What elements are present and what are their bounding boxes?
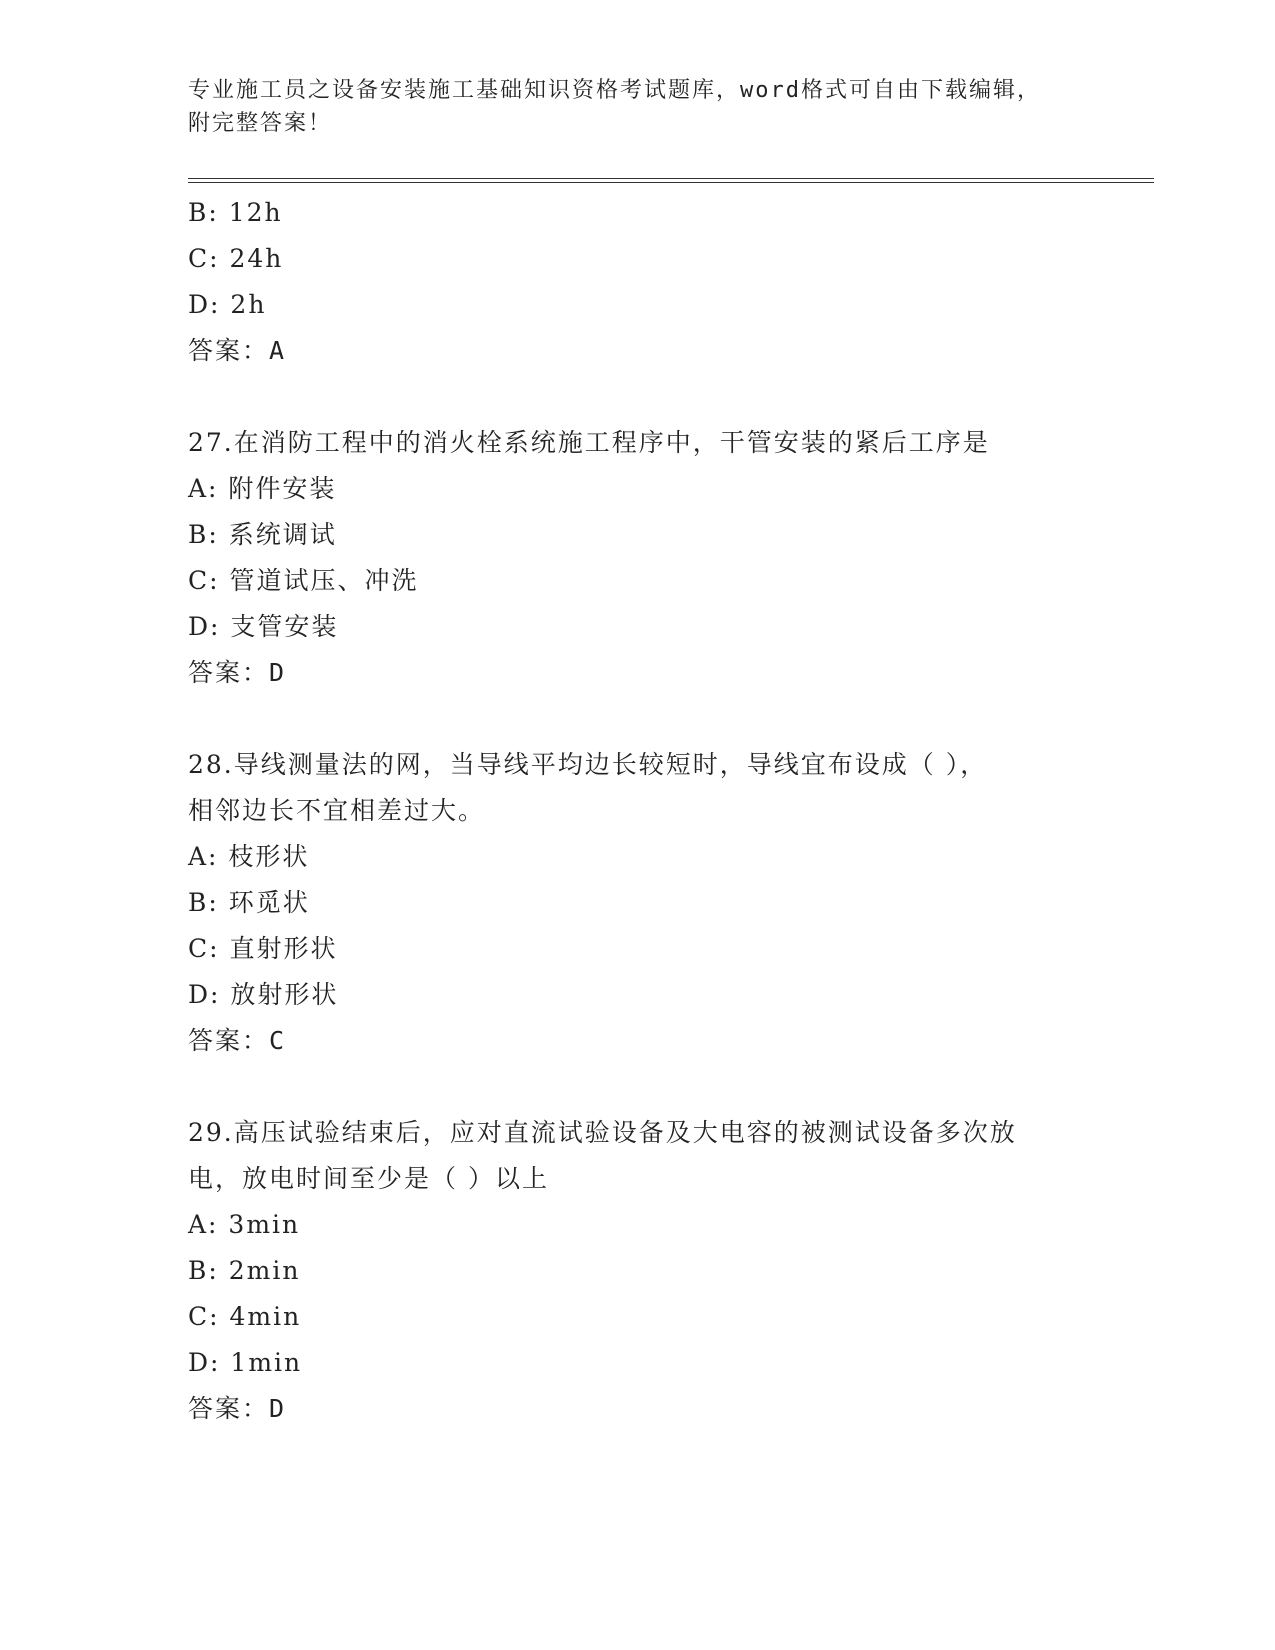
header-divider-bottom [188,182,1154,183]
document-header [188,74,1068,140]
header-divider-top [188,178,1154,179]
question-block [188,190,1088,374]
option-b: B: 系统调试 [188,520,337,549]
option-c: C: 4min [188,1302,302,1331]
header-line-1: 专业施工员之设备安装施工基础知识资格考试题库，word格式可自由下载编辑， [188,78,1041,103]
question-stem-line: 29.高压试验结束后，应对直流试验设备及大电容的被测试设备多次放 [188,1118,1017,1147]
option-c: C: 24h [188,244,284,273]
question-stem-line: 28.导线测量法的网，当导线平均边长较短时，导线宜布设成（ ）， [188,750,988,779]
answer-line: 答案：D [188,658,287,687]
question-spacer [188,696,1088,742]
question-block [188,420,1088,696]
answer-line: 答案：C [188,1026,287,1055]
option-d: D: 支管安装 [188,612,339,641]
option-b: B: 12h [188,198,283,227]
question-stem-line: 电，放电时间至少是（ ）以上 [188,1164,549,1193]
option-c: C: 管道试压、冲洗 [188,566,419,595]
option-a: A: 3min [188,1210,301,1239]
question-spacer [188,374,1088,420]
answer-line: 答案：A [188,336,287,365]
option-d: D: 1min [188,1348,303,1377]
option-b: B: 环觅状 [188,888,310,917]
header-line-2: 附完整答案！ [188,111,333,136]
option-b: B: 2min [188,1256,301,1285]
option-a: A: 枝形状 [188,842,310,871]
option-a: A: 附件安装 [188,474,337,503]
question-block [188,742,1088,1064]
option-c: C: 直射形状 [188,934,338,963]
question-spacer [188,1064,1088,1110]
answer-line: 答案：D [188,1394,287,1423]
option-d: D: 2h [188,290,267,319]
question-block [188,1110,1088,1432]
question-stem-line: 相邻边长不宜相差过大。 [188,796,486,825]
question-stem-line: 27.在消防工程中的消火栓系统施工程序中，干管安装的紧后工序是 [188,428,990,457]
option-d: D: 放射形状 [188,980,339,1009]
question-list [188,190,1088,1432]
